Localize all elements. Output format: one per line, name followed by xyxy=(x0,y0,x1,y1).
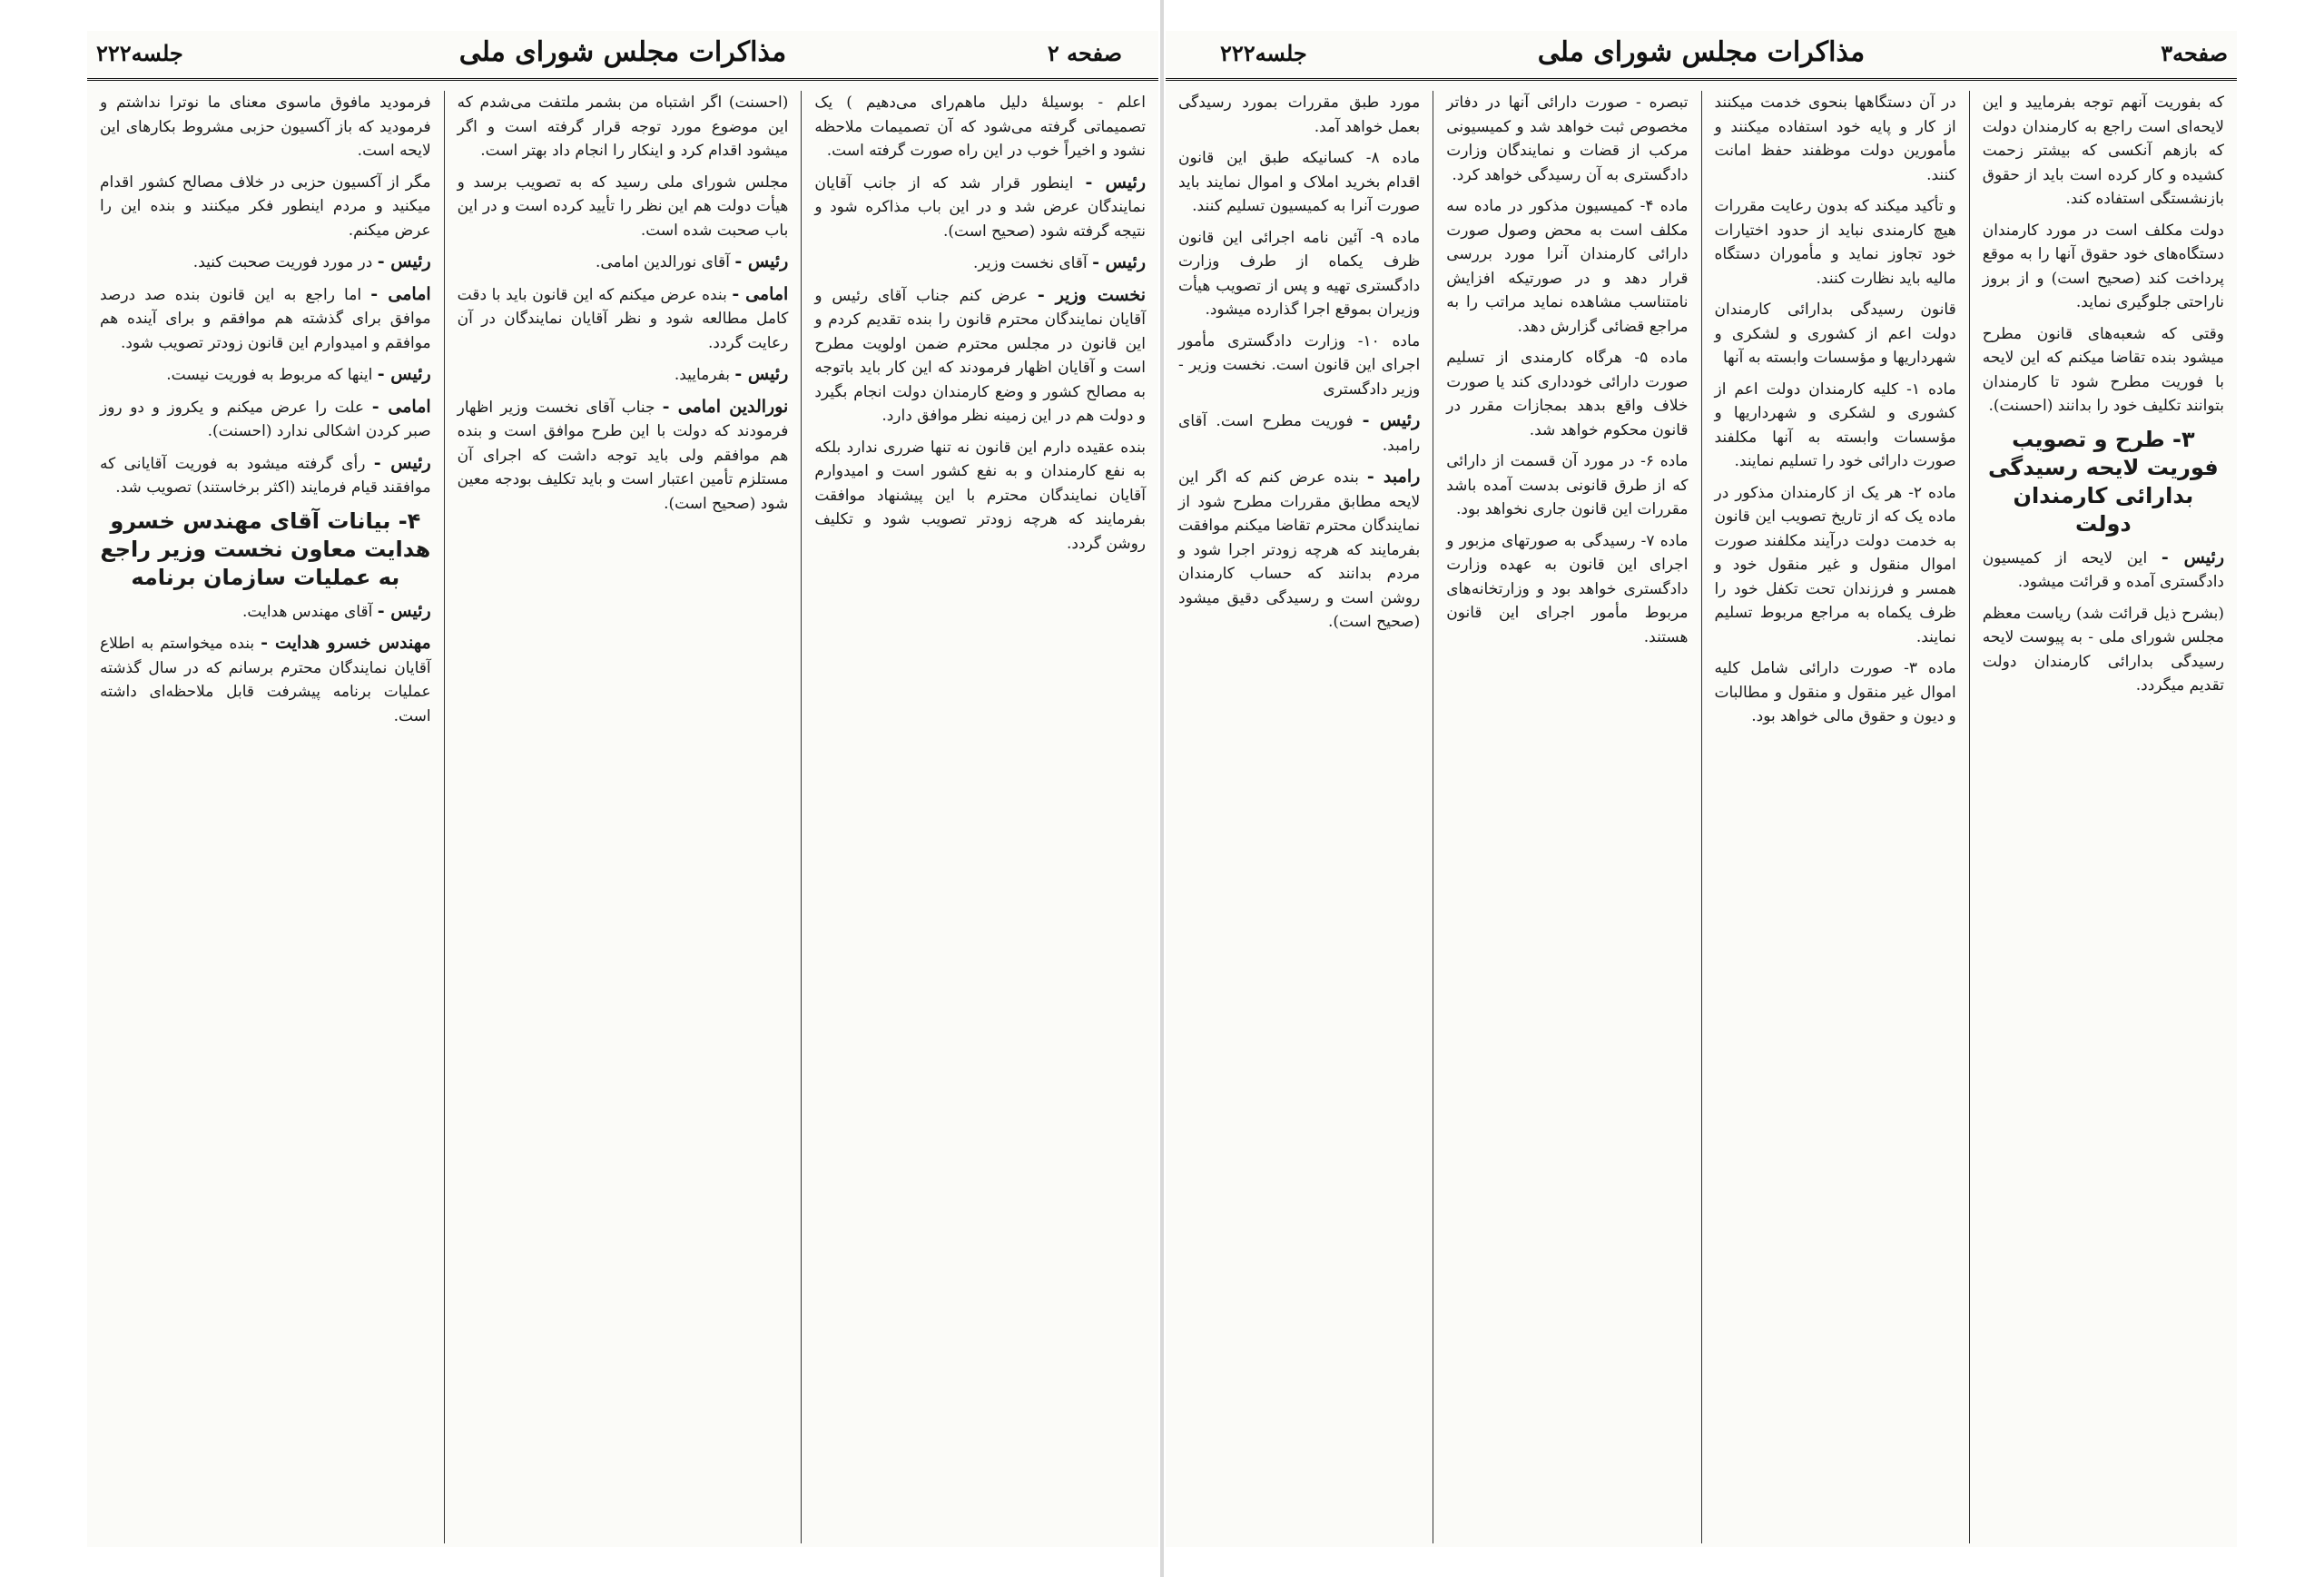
paragraph xyxy=(100,91,431,163)
speaker-name: نورالدین امامی - xyxy=(662,396,789,417)
paragraph-text: رأی گرفته میشود به فوریت آقایانی که موافقند قیام فرمایند (اکثر برخاستند) تصویب شد. xyxy=(99,454,431,497)
paragraph xyxy=(1983,546,2224,595)
paragraph-text: ماده ۷- رسیدگی به صورتهای مزبور و اجرای این قانون به عهده وزارت دادگستری خواهد بود و وزارتخانه‌های مربوط مأمور اجرای این قانون هستند. xyxy=(1446,531,1689,646)
paragraph-text: وقتی که شعبه‌های قانون مطرح میشود بنده تقاضا میکنم که این لایحه با فوریت مطرح شود تا کارمندان بتوانند تکلیف خود را بدانند (احسنت). xyxy=(1982,324,2224,415)
paragraph xyxy=(1178,146,1420,219)
paragraph-text: ماده ۹- آئین نامه اجرائی این قانون ظرف یکماه از طرف وزارت دادگستری تهیه و پس از تصویب هیأت وزیران بموقع اجرا گذارده میشود. xyxy=(1178,228,1421,319)
paragraph xyxy=(1178,409,1420,458)
right-session-number: جلسه۲۲۲ xyxy=(1220,40,1307,66)
text-column xyxy=(801,91,1158,1543)
paragraph xyxy=(100,250,431,275)
speaker-name: امامی - xyxy=(371,396,431,417)
paragraph xyxy=(100,599,431,625)
paragraph xyxy=(1983,219,2224,315)
paragraph-text: بنده عرض میکنم که این قانون باید با دقت کامل مطالعه شود و نظر آقایان نمایندگان در آن رعایت گردد. xyxy=(457,285,789,352)
paragraph xyxy=(814,436,1146,557)
paragraph-text: جناب آقای نخست وزیر اظهار فرمودند که دولت با این طرح موافق است و بنده هم موافقم ولی باید توجه داشت که اجرای آن مستلزم تأمین اعتبار است و باید تکلیف بودجه معین شود (صحیح است). xyxy=(457,398,789,513)
paragraph xyxy=(100,395,431,444)
right-page-header xyxy=(1166,31,2237,81)
paragraph-text: مجلس شورای ملی رسید که به تصویب برسد و هیأت دولت هم این نظر را تأیید کرده است و در این باب صحبت شده است. xyxy=(457,172,789,240)
paragraph-text: آقای مهندس هدایت. xyxy=(241,602,373,621)
paragraph-text: که بفوریت آنهم توجه بفرمایید و این لایحه‌ای است راجع به کارمندان دولت که بازهم آنکسی که بیشتر زحمت کشیده و کار کرده است باید از حقوق بازنشستگی استفاده کند. xyxy=(1982,94,2224,208)
right-columns xyxy=(1166,91,2237,1547)
left-columns xyxy=(87,91,1158,1547)
text-column xyxy=(1969,91,2237,1543)
paragraph-text: دولت مکلف است در مورد کارمندان دستگاه‌های خود حقوق آنها را به موقع پرداخت کند (صحیح است) و از بروز ناراحتی جلوگیری نماید. xyxy=(1982,221,2224,311)
paragraph xyxy=(100,631,431,728)
paragraph xyxy=(458,395,789,517)
text-column xyxy=(1433,91,1700,1543)
paragraph xyxy=(1178,226,1420,322)
paragraph-text: آقای نخست وزیر. xyxy=(973,254,1088,272)
paragraph-text: اینطور قرار شد که از جانب آقایان نمایندگان عرض شد و در این باب مذاکره شود و نتیجه گرفته شود (صحیح است). xyxy=(814,173,1146,241)
paragraph-text: آقای نورالدین امامی. xyxy=(595,253,730,271)
paragraph xyxy=(458,282,789,356)
paragraph xyxy=(1178,465,1420,635)
section-heading xyxy=(1983,426,2224,538)
speaker-name: رئیس - xyxy=(2161,547,2224,567)
paragraph-text: عرض کنم جناب آقای رئیس و آقایان نمایندگان محترم قانون را بنده تقدیم کردم و این قانون در مجلس محترم ضمن اولویت مطرح است و آقایان اظهار فرمودند که این کار باید باتوجه به مصالح کشور و وضع کارمندان دولت انجام بگیرد و دولت هم در این زمینه نظر موافق دارد. xyxy=(814,286,1146,425)
paragraph-text: بفرمایید. xyxy=(674,366,730,384)
paragraph xyxy=(1446,529,1688,650)
paragraph xyxy=(458,362,789,388)
paragraph-text: ۴- بیانات آقای مهندس خسرو هدایت معاون نخست وزیر راجع به عملیات سازمان برنامه xyxy=(100,508,431,590)
paragraph-text: تبصره - صورت دارائی آنها در دفاتر مخصوص ثبت خواهد شد و کمیسیونی مرکب از قضات و نمایندگان وزارت دادگستری به آن رسیدگی خواهد کرد. xyxy=(1446,94,1689,184)
speaker-name: رئیس - xyxy=(734,364,789,384)
paragraph-text: بنده عرض کنم که اگر این لایحه مطابق مقررات مطرح شود از نمایندگان محترم تقاضا میکنم موافقت بفرمایند که هرچه زودتر اجرا شود و مردم بدانند که حساب کارمندان روشن است و رسیدگی دقیق میشود (صحیح است). xyxy=(1178,468,1421,631)
paragraph-text: اما راجع به این قانون بنده صد درصد موافق برای گذشته هم موافقم و برای آینده هم موافقم و امیدوارم این قانون زودتر تصویب شود. xyxy=(99,285,431,352)
paragraph xyxy=(1446,449,1688,522)
speaker-name: امامی - xyxy=(732,283,789,304)
left-page-header xyxy=(87,31,1158,81)
paragraph xyxy=(814,251,1146,276)
paragraph-text: فرمودید مافوق ماسوی معنای ما نوترا نداشتم و فرمودید که باز آکسیون حزبی مشروط بکارهای این لایحه است. xyxy=(99,94,431,160)
speaker-name: رئیس - xyxy=(377,251,431,271)
paragraph-text: (احسنت) اگر اشتباه من بشمر ملتفت می‌شدم که این موضوع مورد توجه قرار گرفته است و اگر میشود اقدام کرد و اینکار را انجام داد بهتر است. xyxy=(457,94,789,160)
left-page-title: مذاکرات مجلس شورای ملی xyxy=(458,36,787,68)
paragraph xyxy=(1446,194,1688,339)
book-spine xyxy=(1160,0,1164,1577)
paragraph xyxy=(814,171,1146,244)
speaker-name: رامبد - xyxy=(1366,467,1421,487)
paragraph-text: قانون رسیدگی بدارائی کارمندان دولت اعم از کشوری و لشکری و شهرداریها و مؤسسات وابسته به آنها xyxy=(1714,301,1956,367)
paragraph xyxy=(1715,194,1956,291)
paragraph xyxy=(1983,91,2224,212)
speaker-name: رئیس - xyxy=(1362,410,1421,430)
section-heading xyxy=(100,508,431,592)
paragraph-text: مورد طبق مقررات بمورد رسیدگی بعمل خواهد آمد. xyxy=(1178,94,1421,136)
paragraph-text: ماده ۱- کلیه کارمندان دولت اعم از کشوری و لشکری و شهرداریها و مؤسسات وابسته به آنها مکلفند صورت دارائی خود را تسلیم نمایند. xyxy=(1714,379,1956,470)
paragraph-text: اینها که مربوط به فوریت نیست. xyxy=(166,366,373,384)
paragraph xyxy=(100,362,431,388)
paragraph-text: ماده ۲- هر یک از کارمندان مذکور در ماده یک که از تاریخ تصویب این قانون به خدمت دولت درآیند مکلفند صورت اموال منقول و غیر منقول خود و همسر و فرزندان تحت تکفل خود را ظرف یکماه به مراجع مربوط تسلیم نمایند. xyxy=(1714,483,1956,646)
paragraph xyxy=(458,91,789,163)
paragraph xyxy=(1178,330,1420,402)
right-page-number: صفحه۳ xyxy=(2161,40,2228,66)
paragraph-text: ماده ۵- هرگاه کارمندی از تسلیم صورت دارائی خودداری کند یا صورت خلاف واقع بدهد بمجازات مقرر در قانون محکوم خواهد شد. xyxy=(1446,349,1689,439)
paragraph-text: فوریت مطرح است. آقای رامبد. xyxy=(1178,412,1421,455)
paragraph xyxy=(1715,91,1956,187)
right-page-title: مذاکرات مجلس شورای ملی xyxy=(1537,36,1866,68)
left-session-number: جلسه۲۲۲ xyxy=(96,40,183,66)
text-column xyxy=(1166,91,1433,1543)
text-column xyxy=(1701,91,1969,1543)
paragraph xyxy=(1715,481,1956,650)
speaker-name: رئیس - xyxy=(377,364,431,384)
paragraph-text: ماده ۴- کمیسیون مذکور در ماده سه مکلف است به محض وصول صورت دارائی کارمندان آنرا مورد بررسی قرار دهد و در صورتیکه افزایش نامتناسب مشاهده نماید مراتب را به مراجع قضائی گزارش دهد. xyxy=(1446,197,1689,336)
paragraph-text: در آن دستگاهها بنحوی خدمت میکنند از کار و پایه خود استفاده میکنند و مأمورین دولت موظفند حفظ امانت کنند. xyxy=(1714,94,1956,184)
paragraph-text: ۳- طرح و تصویب فوریت لایحه رسیدگی بدارائی کارمندان دولت xyxy=(1987,426,2219,537)
speaker-name: نخست وزیر - xyxy=(1037,284,1146,305)
paragraph-text: (بشرح ذیل قرائت شد) ریاست معظم مجلس شورای ملی - به پیوست لایحه رسیدگی بدارائی کارمندان دولت تقدیم میگردد. xyxy=(1982,604,2224,695)
paragraph xyxy=(458,250,789,275)
paragraph xyxy=(1715,656,1956,729)
paragraph-text: بنده میخواستم به اطلاع آقایان نمایندگان محترم برسانم که در سال گذشته عملیات برنامه پیشرفت قابل ملاحظه‌ای داشته است. xyxy=(99,635,431,725)
paragraph-text: ماده ۳- صورت دارائی شامل کلیه اموال غیر منقول و منقول و مطالبات و دیون و حقوق مالی خواهد بود. xyxy=(1714,659,1956,725)
paragraph-text: ماده ۸- کسانیکه طبق این قانون اقدام بخرید املاک و اموال نمایند باید صورت آنرا به کمیسیون تسلیم کنند. xyxy=(1178,149,1421,215)
paragraph-text: اعلم - بوسیلهٔ دلیل ماهم‌رای می‌دهیم ) یک تصمیماتی گرفته می‌شود که آن تصمیمات ملاحظه نشود و اخیراً خوب در این راه صورت گرفته است. xyxy=(814,94,1146,160)
text-column xyxy=(87,91,444,1543)
paragraph xyxy=(1715,298,1956,370)
left-page-number: صفحه ۲ xyxy=(1047,40,1122,66)
paragraph xyxy=(814,283,1146,429)
paragraph xyxy=(458,171,789,243)
left-page xyxy=(87,31,1158,1547)
paragraph-text: مگر از آکسیون حزبی در خلاف مصالح کشور اقدام میکنید و مردم اینطور فکر میکنند و بنده این را عرض میکنم. xyxy=(99,172,431,240)
speaker-name: رئیس - xyxy=(1092,252,1146,272)
paragraph-text: و تأکید میکند که بدون رعایت مقررات هیچ کارمندی نباید از حدود اختیارات خود تجاوز نماید و مأموران دستگاه مالیه باید نظارت کنند. xyxy=(1714,197,1956,288)
paragraph xyxy=(1983,322,2224,419)
speaker-name: امامی - xyxy=(370,283,431,304)
paragraph xyxy=(1178,91,1420,139)
paragraph xyxy=(100,451,431,500)
paragraph-text: این لایحه از کمیسیون دادگستری آمده و قرائت میشود. xyxy=(1982,548,2224,591)
speaker-name: رئیس - xyxy=(1085,172,1146,192)
paragraph-text: بنده عقیده دارم این قانون نه تنها ضرری ندارد بلکه به نفع کارمندان و به نفع کشور است و امیدوارم آقایان نمایندگان محترم با این پیشنهاد موافقت بفرمایند که هرچه زودتر تصویب شود و تکلیف روشن گردد. xyxy=(814,438,1146,553)
text-column xyxy=(444,91,802,1543)
paragraph xyxy=(1446,91,1688,187)
paragraph xyxy=(1983,602,2224,698)
speaker-name: رئیس - xyxy=(734,251,789,271)
paragraph-text: در مورد فوریت صحبت کنید. xyxy=(192,253,373,271)
paragraph xyxy=(1446,346,1688,442)
right-page xyxy=(1166,31,2237,1547)
paragraph-text: علت را عرض میکنم و یکروز و دو روز صبر کردن اشکالی ندارد (احسنت). xyxy=(99,398,431,440)
speaker-name: مهندس خسرو هدایت - xyxy=(261,633,431,653)
paragraph xyxy=(814,91,1146,163)
speaker-name: رئیس - xyxy=(373,452,431,473)
paragraph xyxy=(1715,378,1956,474)
paragraph xyxy=(100,171,431,243)
speaker-name: رئیس - xyxy=(377,600,431,621)
paragraph-text: ماده ۱۰- وزارت دادگستری مأمور اجرای این قانون است. نخست وزیر - وزیر دادگستری xyxy=(1178,331,1421,399)
paragraph xyxy=(100,282,431,356)
paragraph-text: ماده ۶- در مورد آن قسمت از دارائی که از طرق قانونی بدست آمده باشد مقررات این قانون جاری نخواهد بود. xyxy=(1446,452,1689,518)
